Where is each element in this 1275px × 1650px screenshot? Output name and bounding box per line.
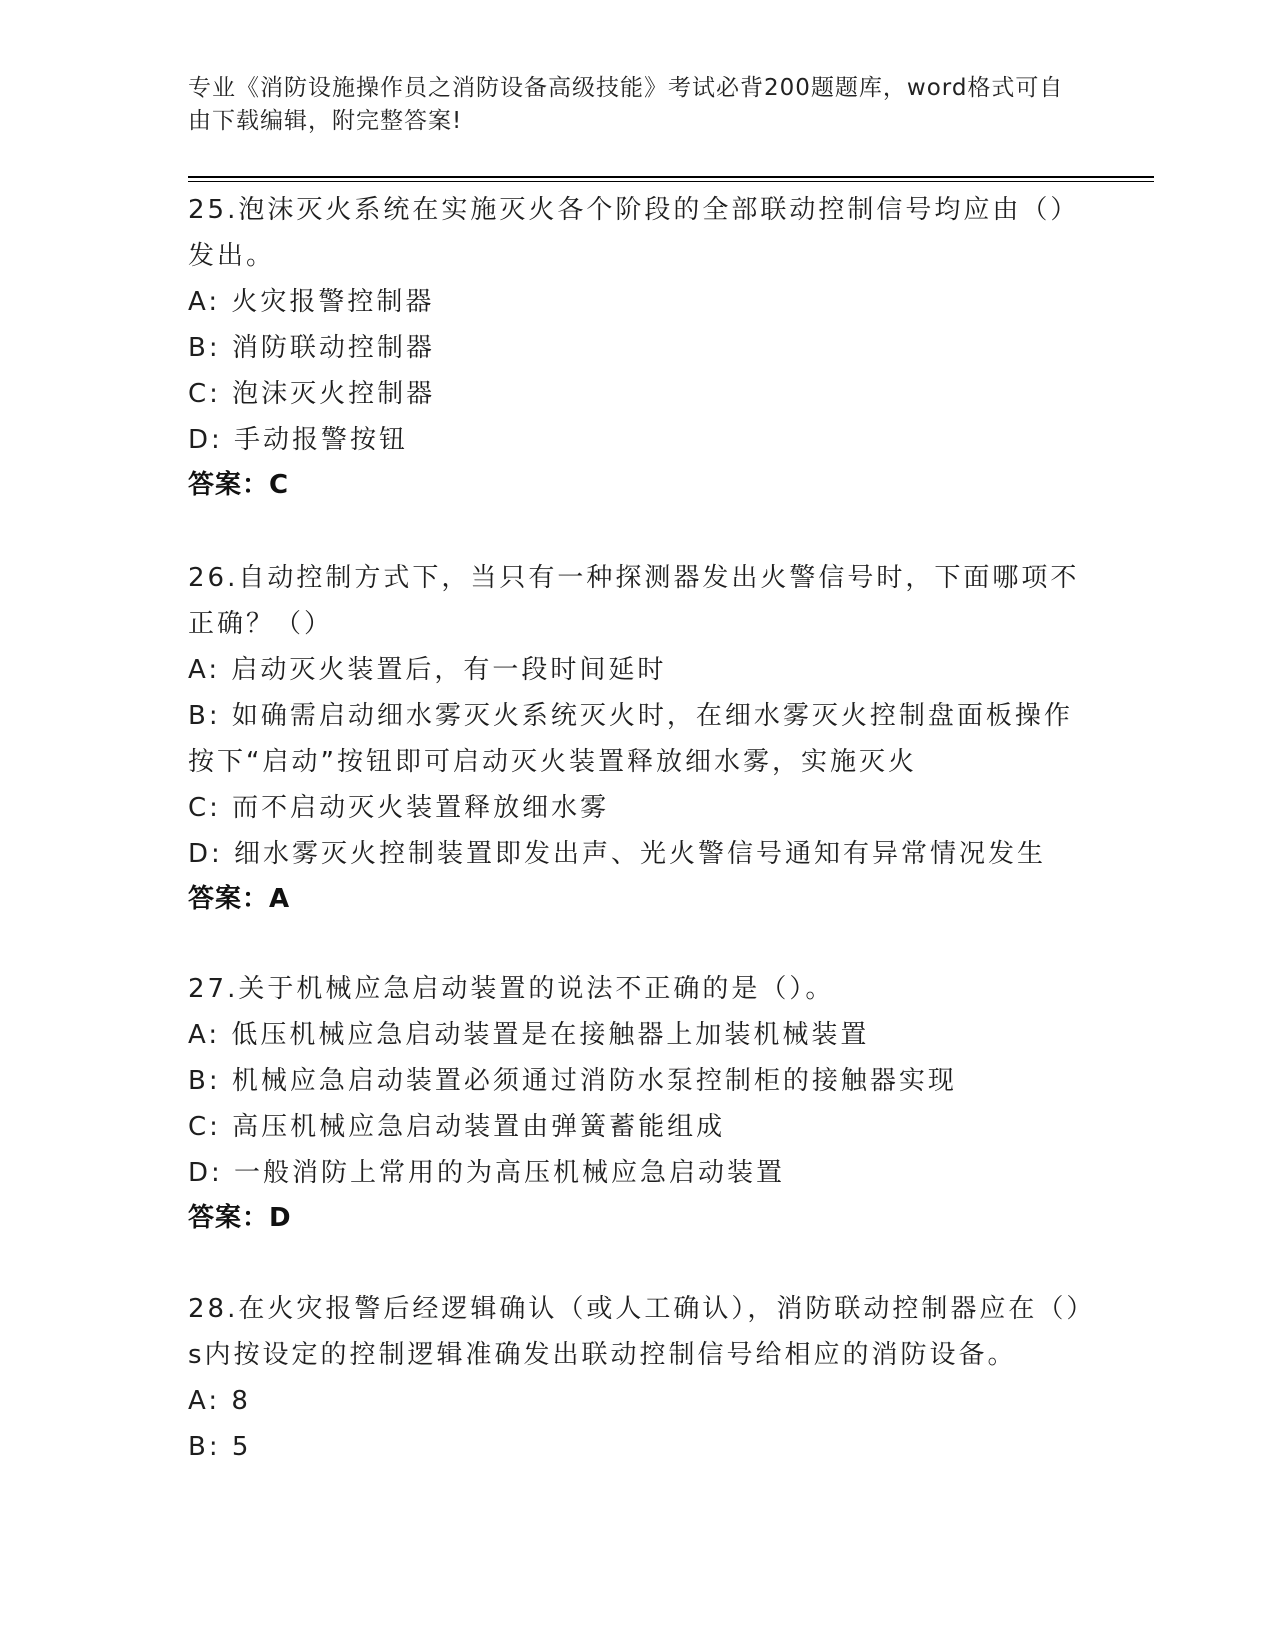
option-c: C: 高压机械应急启动装置由弹簧蓄能组成 xyxy=(188,1112,726,1142)
option-b: B: 消防联动控制器 xyxy=(188,333,435,363)
question-25 xyxy=(188,187,1088,507)
option-a: A: 8 xyxy=(188,1386,251,1416)
option-b: B: 5 xyxy=(188,1432,252,1462)
option-a: A: 低压机械应急启动装置是在接触器上加装机械装置 xyxy=(188,1020,870,1050)
option-b: B: 如确需启动细水雾灭火系统灭火时，在细水雾灭火控制盘面板操作按下“启动”按钮即可启动灭火装置释放细水雾，实施灭火 xyxy=(188,701,1073,777)
answer: 答案：D xyxy=(188,1203,292,1233)
question-stem: 28.在火灾报警后经逻辑确认（或人工确认），消防联动控制器应在（）s内按设定的控制逻辑准确发出联动控制信号给相应的消防设备。 xyxy=(188,1294,1083,1370)
option-c: C: 而不启动灭火装置释放细水雾 xyxy=(188,793,610,823)
option-a: A: 火灾报警控制器 xyxy=(188,287,435,317)
question-26 xyxy=(188,555,1088,921)
option-d: D: 手动报警按钮 xyxy=(188,425,409,455)
answer: 答案：A xyxy=(188,884,291,914)
option-d: D: 一般消防上常用的为高压机械应急启动装置 xyxy=(188,1158,786,1188)
question-stem: 26.自动控制方式下，当只有一种探测器发出火警信号时，下面哪项不正确？（） xyxy=(188,563,1080,639)
question-stem: 25.泡沫灭火系统在实施灭火各个阶段的全部联动控制信号均应由（）发出。 xyxy=(188,195,1080,271)
question-27 xyxy=(188,966,1088,1240)
answer: 答案：C xyxy=(188,470,290,500)
header-divider-thick xyxy=(188,176,1154,178)
option-a: A: 启动灭火装置后，有一段时间延时 xyxy=(188,655,667,685)
header-divider-thin xyxy=(188,181,1154,182)
option-d: D: 细水雾灭火控制装置即发出声、光火警信号通知有异常情况发生 xyxy=(188,839,1047,869)
option-c: C: 泡沫灭火控制器 xyxy=(188,379,436,409)
question-stem: 27.关于机械应急启动装置的说法不正确的是（）。 xyxy=(188,974,835,1004)
question-28 xyxy=(188,1286,1088,1470)
page-header: 专业《消防设施操作员之消防设备高级技能》考试必背200题题库，word格式可自由下载编辑，附完整答案! xyxy=(188,75,1064,134)
option-b: B: 机械应急启动装置必须通过消防水泵控制柜的接触器实现 xyxy=(188,1066,957,1096)
